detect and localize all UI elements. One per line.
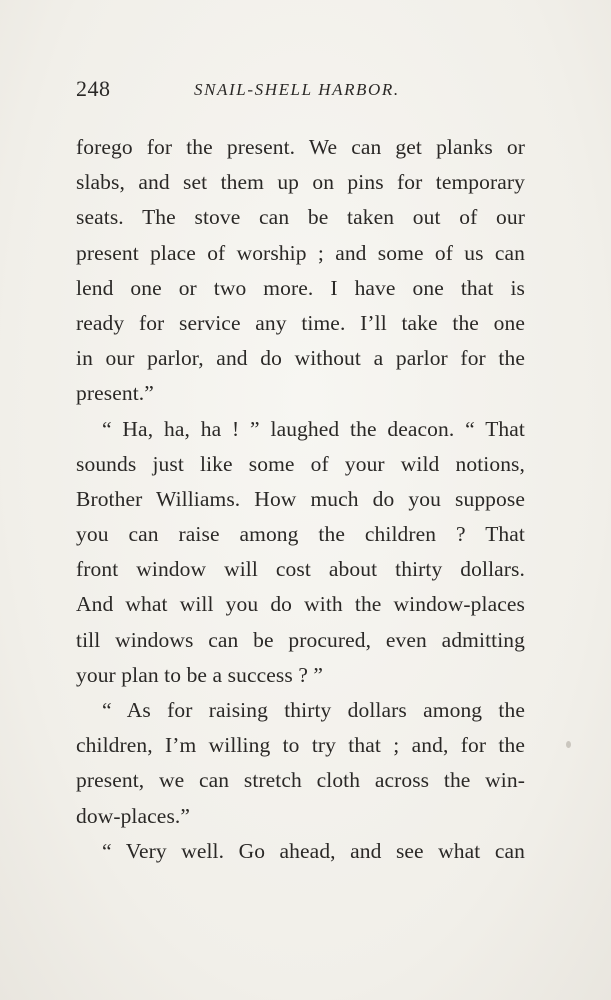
running-head <box>76 76 526 106</box>
text-line: children, I’m willing to try that ; and, for the <box>76 733 525 758</box>
text-line: slabs, and set them up on pins for temporary <box>76 170 525 195</box>
text-line: till windows can be procured, even admitting <box>76 627 525 652</box>
body-text <box>76 130 525 869</box>
text-line: present.” <box>76 381 154 406</box>
running-title: SNAIL-SHELL HARBOR. <box>194 80 400 99</box>
text-line: in our parlor, and do without a parlor for the <box>76 346 525 371</box>
text-line: Brother Williams. How much do you suppose <box>76 486 525 511</box>
text-line: present, we can stretch cloth across the win- <box>76 768 525 793</box>
text-line: your plan to be a success ? ” <box>76 662 324 687</box>
text-line: seats. The stove can be taken out of our <box>76 205 525 230</box>
page-number: 248 <box>76 76 111 101</box>
text-line: lend one or two more. I have one that is <box>76 275 525 300</box>
text-line: sounds just like some of your wild notions, <box>76 451 525 476</box>
text-line: dow-places.” <box>76 803 191 828</box>
text-line: “ Very well. Go ahead, and see what can <box>102 838 525 863</box>
text-line: “ Ha, ha, ha ! ” laughed the deacon. “ That <box>102 416 525 441</box>
text-line: present place of worship ; and some of us can <box>76 240 525 265</box>
text-line: forego for the present. We can get planks or <box>76 135 525 159</box>
text-line: And what will you do with the window-places <box>76 592 525 617</box>
text-line: “ As for raising thirty dollars among the <box>102 698 525 722</box>
text-line: front window will cost about thirty dollars. <box>76 557 525 582</box>
paper-speck <box>566 741 571 748</box>
text-line: you can raise among the children ? That <box>76 522 525 547</box>
text-line: ready for service any time. I’ll take the one <box>76 310 525 335</box>
